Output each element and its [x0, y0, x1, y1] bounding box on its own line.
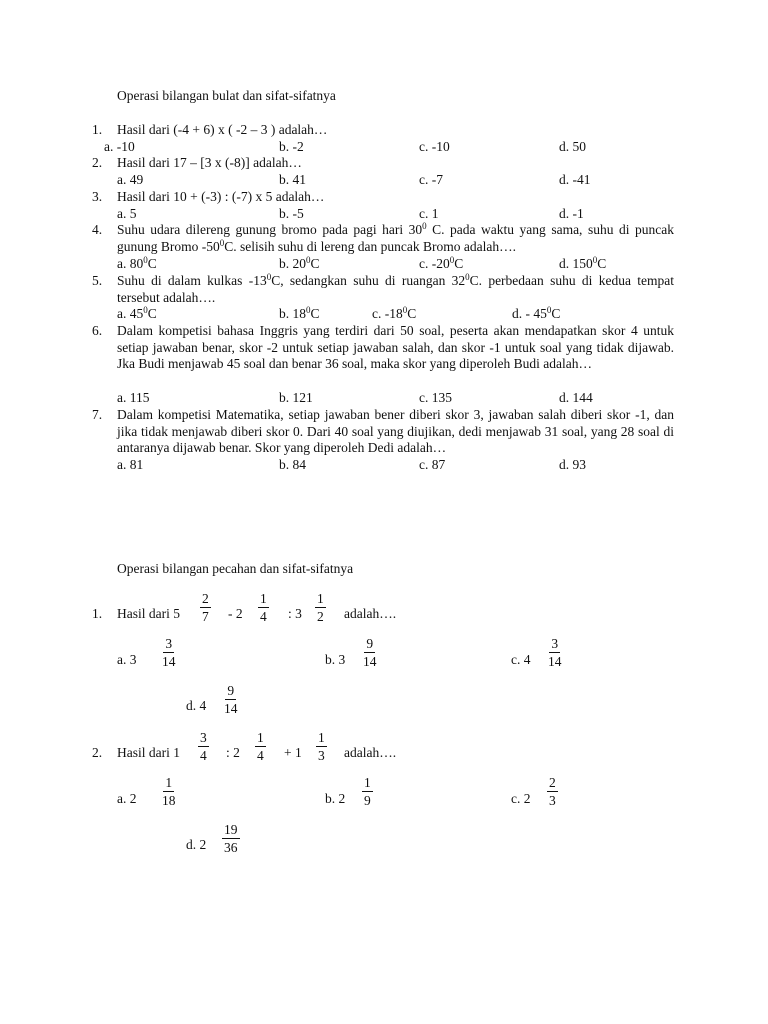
- option-d: d. - $45^0C$: [512, 305, 561, 321]
- option-b-label: b. 2: [325, 791, 346, 806]
- option-a-fraction: $\frac{3}{14}$: [162, 636, 176, 669]
- option-a: a. 115: [117, 390, 150, 405]
- option-d: d. 144: [559, 390, 593, 405]
- operator-1: : 2: [226, 745, 240, 760]
- question-text: Dalam kompetisi Matematika, setiap jawaban bener diberi skor 3, jawaban salah diberi skor -1, dan jika tidak menjawab diberi skor 0. Dari 40 soal yang diujikan, dedi menjawab 31 soal, yang 28 soal di antaranya dijawab benar. Skor yang diperoleh Dedi adalah…: [117, 407, 674, 456]
- option-b: b. $18^0C$: [279, 305, 320, 321]
- option-c: c. 1: [419, 206, 439, 221]
- option-c: c. $-18^0C$: [372, 305, 417, 321]
- option-d-label: d. 4: [186, 698, 207, 713]
- question-number: 5.: [92, 273, 103, 288]
- option-d-fraction: $\frac{9}{14}$: [224, 683, 238, 716]
- option-a-label: a. 2: [117, 791, 137, 806]
- option-b-fraction: $\frac{1}{9}$: [364, 775, 371, 808]
- option-d: d. $150^0C$: [559, 255, 607, 271]
- question-number: 3.: [92, 189, 103, 204]
- option-a: a. 81: [117, 457, 144, 472]
- option-b-fraction: $\frac{9}{14}$: [363, 636, 377, 669]
- question-text: Hasil dari (-4 + 6) x ( -2 – 3 ) adalah…: [117, 122, 328, 137]
- fraction-2: $\frac{1}{4}$: [257, 730, 264, 763]
- option-b: b. -5: [279, 206, 304, 221]
- question-text: Dalam kompetisi bahasa Inggris yang terdiri dari 50 soal, peserta akan mendapatkan skor 4 untuk setiap jawaban benar, skor -2 untuk setiap jawaban salah, dan skor -1 untuk soal yang tidak dijawab. Jka Budi menjawab 45 soal dan benar 36 soal, maka skor yang diperoleh Budi adalah…: [117, 323, 674, 372]
- question-text: Suhu di dalam kulkas $-13^0C$, sedangkan suhu di ruangan $32^0C$. perbedaan suhu di kedua tempat tersebut adalah….: [117, 272, 674, 305]
- option-b: b. 121: [279, 390, 313, 405]
- option-c-label: c. 4: [511, 652, 531, 667]
- expression-prefix: Hasil dari 5: [117, 606, 180, 621]
- expression-suffix: adalah….: [344, 606, 397, 621]
- option-d: d. 50: [559, 139, 586, 154]
- option-c: c. 87: [419, 457, 446, 472]
- question-number: 2.: [92, 745, 103, 760]
- option-b: b. -2: [279, 139, 304, 154]
- option-a: a. 49: [117, 172, 144, 187]
- section-title-integers: Operasi bilangan bulat dan sifat-sifatnya: [117, 88, 336, 103]
- fraction-3: $\frac{1}{3}$: [318, 730, 325, 763]
- fraction-3: $\frac{1}{2}$: [317, 591, 324, 624]
- option-b: b. $20^0C$: [279, 255, 320, 271]
- option-c-fraction: $\frac{2}{3}$: [549, 775, 556, 808]
- question-number: 1.: [92, 606, 103, 621]
- option-c-fraction: $\frac{3}{14}$: [548, 636, 562, 669]
- option-c: c. -10: [419, 139, 450, 154]
- option-c: c. $-20^0C$: [419, 255, 464, 271]
- option-c: c. 135: [419, 390, 452, 405]
- option-d: d. -41: [559, 172, 591, 187]
- option-b: b. 84: [279, 457, 306, 472]
- operator-2: : 3: [288, 606, 302, 621]
- fraction-1: $\frac{2}{7}$: [202, 591, 209, 624]
- operator-1: - 2: [228, 606, 243, 621]
- question-text: Hasil dari 10 + (-3) : (-7) x 5 adalah…: [117, 189, 325, 204]
- fraction-1: $\frac{3}{4}$: [200, 730, 207, 763]
- question-number: 7.: [92, 407, 103, 422]
- expression-prefix: Hasil dari 1: [117, 745, 180, 760]
- option-c: c. -7: [419, 172, 443, 187]
- option-b: b. 41: [279, 172, 306, 187]
- question-text: Suhu udara dilereng gunung bromo pada pagi hari $30^0$ C. pada waktu yang sama, suhu di puncak gunung Bromo $-50^0C$. selisih suhu di lereng dan puncak Bromo adalah….: [117, 221, 674, 254]
- option-a-label: a. 3: [117, 652, 137, 667]
- option-d-fraction: $\frac{19}{36}$: [224, 822, 238, 855]
- option-a: a. 5: [117, 206, 137, 221]
- option-c-label: c. 2: [511, 791, 531, 806]
- option-d: d. 93: [559, 457, 586, 472]
- option-a-fraction: $\frac{1}{18}$: [162, 775, 176, 808]
- section-title-fractions: Operasi bilangan pecahan dan sifat-sifatnya: [117, 561, 354, 576]
- operator-2: + 1: [284, 745, 302, 760]
- option-a: a. -10: [104, 139, 135, 154]
- option-d-label: d. 2: [186, 837, 207, 852]
- option-d: d. -1: [559, 206, 584, 221]
- question-number: 4.: [92, 222, 103, 237]
- option-b-label: b. 3: [325, 652, 346, 667]
- question-number: 2.: [92, 155, 103, 170]
- question-number: 6.: [92, 323, 103, 338]
- question-number: 1.: [92, 122, 103, 137]
- option-a: a. $80^0C$: [117, 255, 157, 271]
- expression-suffix: adalah….: [344, 745, 397, 760]
- option-a: a. $45^0C$: [117, 305, 157, 321]
- question-text: Hasil dari 17 – [3 x (-8)] adalah…: [117, 155, 302, 170]
- fraction-2: $\frac{1}{4}$: [260, 591, 267, 624]
